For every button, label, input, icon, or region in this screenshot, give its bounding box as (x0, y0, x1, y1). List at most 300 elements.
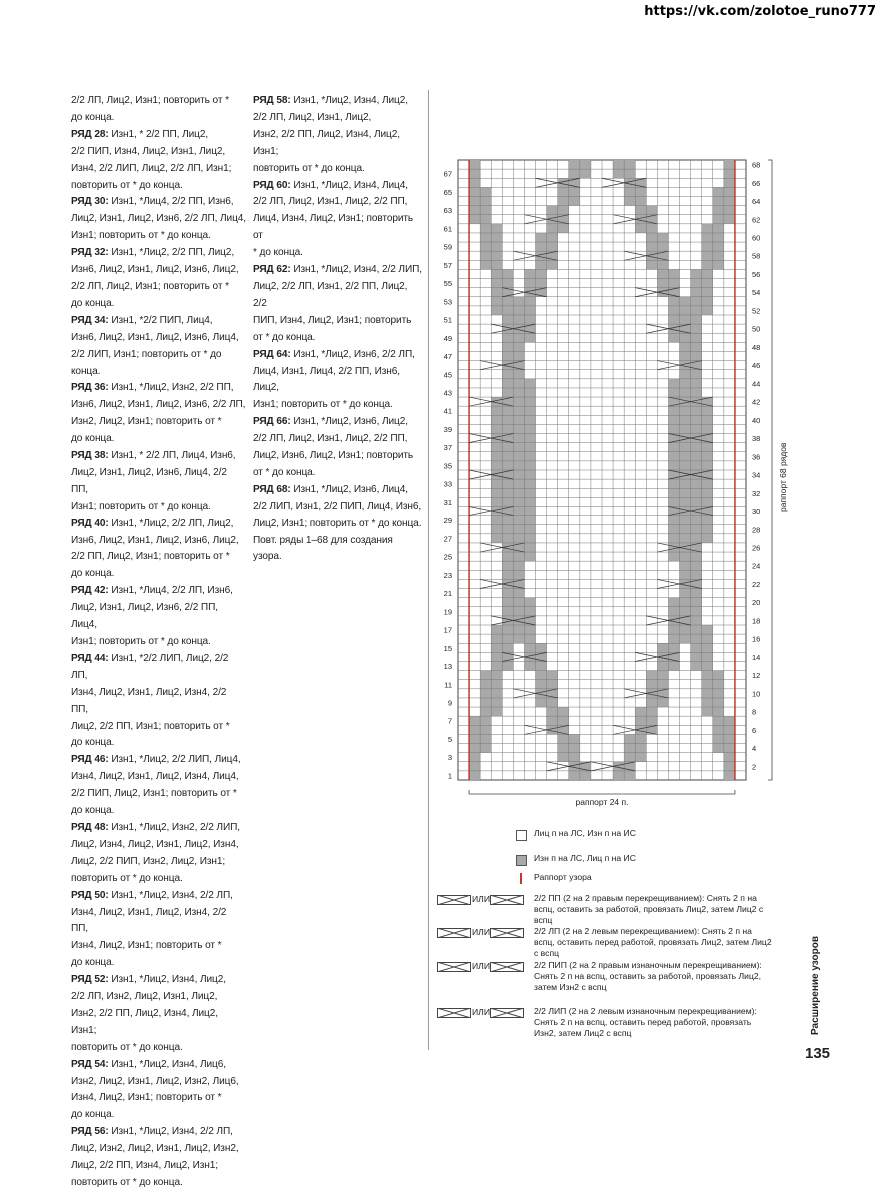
purl-cell (480, 689, 491, 698)
row-label: РЯД 32: (71, 247, 109, 259)
purl-cell (524, 452, 535, 461)
instruction-line (253, 262, 423, 279)
purl-cell (502, 488, 513, 497)
row-number-left: 27 (443, 534, 452, 544)
purl-cell (668, 279, 679, 288)
purl-cell (513, 388, 524, 397)
purl-cell (513, 434, 524, 443)
purl-cell (536, 643, 547, 652)
purl-cell (524, 625, 535, 634)
row-label: РЯД 40: (71, 517, 109, 529)
purl-cell (702, 260, 713, 269)
row-number-right: 54 (752, 288, 761, 298)
purl-cell (680, 607, 691, 616)
purl-cell (491, 233, 502, 242)
repeat-bracket (469, 790, 735, 794)
or-label: ИЛИ (472, 1007, 490, 1017)
purl-cell (513, 333, 524, 342)
purl-cell (536, 233, 547, 242)
purl-cell (480, 716, 491, 725)
purl-cell (513, 634, 524, 643)
row-number-left: 11 (444, 680, 452, 690)
purl-cell (480, 187, 491, 196)
purl-cell (502, 552, 513, 561)
purl-cell (691, 652, 702, 661)
instruction-line (71, 735, 246, 752)
purl-cell (691, 415, 702, 424)
instruction-text: Изн1, *2/2 ЛИП, Лиц2, 2/2 ЛП, (71, 652, 229, 681)
instruction-text: до конца. (71, 568, 115, 580)
purl-cell (547, 260, 558, 269)
purl-cell (691, 388, 702, 397)
row-number-left: 3 (447, 753, 452, 763)
purl-cell (513, 351, 524, 360)
instruction-line (253, 194, 423, 211)
cable-key-icon (490, 1008, 524, 1018)
instruction-text: Изн4, Лиц2, Изн1, Лиц2, Изн4, Лиц4, (71, 771, 239, 783)
instruction-text: Лиц4, Изн4, Лиц2, Изн1; повторить от (253, 213, 414, 242)
purl-cell (724, 178, 735, 187)
purl-cell (668, 625, 679, 634)
purl-cell (691, 269, 702, 278)
knit-key-icon (516, 830, 527, 841)
purl-cell (668, 634, 679, 643)
purl-cell (558, 753, 569, 762)
purl-cell (524, 634, 535, 643)
row-label: РЯД 48: (71, 821, 109, 833)
purl-cell (713, 215, 724, 224)
instruction-line (71, 786, 246, 803)
purl-cell (469, 169, 480, 178)
instruction-line (71, 871, 246, 888)
purl-cell (547, 671, 558, 680)
row-label: РЯД 54: (71, 1058, 109, 1070)
purl-cell (691, 351, 702, 360)
instruction-line (253, 178, 423, 195)
row-number-right: 24 (752, 561, 761, 571)
instruction-line (71, 296, 246, 313)
purl-cell (513, 461, 524, 470)
instruction-text: Изн1, * 2/2 ЛП, Лиц4, Изн6, (108, 450, 236, 462)
row-number-left: 35 (443, 461, 452, 471)
purl-cell (558, 744, 569, 753)
purl-cell (513, 306, 524, 315)
purl-cell (680, 625, 691, 634)
purl-cell (668, 424, 679, 433)
row-number-right: 26 (752, 543, 761, 553)
purl-cell (469, 716, 480, 725)
purl-cell (680, 306, 691, 315)
purl-cell (502, 589, 513, 598)
purl-cell (624, 753, 635, 762)
purl-cell (513, 561, 524, 570)
purl-cell (491, 269, 502, 278)
purl-cell (702, 680, 713, 689)
purl-cell (635, 707, 646, 716)
purl-cell (668, 315, 679, 324)
purl-cell (691, 589, 702, 598)
row-number-right: 38 (752, 434, 761, 444)
instruction-line (253, 93, 423, 110)
purl-cell (691, 324, 702, 333)
purl-cell (635, 734, 646, 743)
instruction-text: Изн1; повторить от * до конца. (71, 230, 211, 242)
purl-cell (668, 452, 679, 461)
cable-key-icon (490, 962, 524, 972)
purl-cell (513, 424, 524, 433)
purl-cell (702, 269, 713, 278)
purl-cell (547, 716, 558, 725)
instruction-line (71, 110, 246, 127)
purl-cell (702, 443, 713, 452)
purl-cell (524, 434, 535, 443)
purl-cell (646, 680, 657, 689)
purl-cell (524, 443, 535, 452)
instruction-line (71, 93, 246, 110)
purl-cell (513, 552, 524, 561)
purl-cell (469, 753, 480, 762)
instruction-text: до конца. (71, 297, 115, 309)
purl-cell (713, 734, 724, 743)
purl-cell (702, 406, 713, 415)
row-label: РЯД 46: (71, 754, 109, 766)
instruction-line (71, 1141, 246, 1158)
purl-cell (513, 625, 524, 634)
purl-cell (536, 242, 547, 251)
purl-cell (502, 388, 513, 397)
row-number-right: 8 (752, 707, 757, 717)
instruction-text: Изн1, *Лиц4, 2/2 ЛП, Изн6, (108, 585, 233, 597)
row-number-right: 14 (752, 652, 761, 662)
instruction-text: Лиц2, Изн4, Лиц2, Изн1, Лиц2, Изн4, (71, 838, 239, 850)
cable-key-icon (437, 962, 471, 972)
purl-cell (680, 342, 691, 351)
purl-cell (547, 707, 558, 716)
row-number-left: 65 (443, 187, 452, 197)
purl-cell (491, 634, 502, 643)
purl-cell (502, 406, 513, 415)
purl-cell (558, 206, 569, 215)
purl-cell (502, 379, 513, 388)
purl-cell (513, 379, 524, 388)
purl-cell (502, 297, 513, 306)
source-url[interactable]: https://vk.com/zolotoe_runo777 (644, 4, 876, 19)
purl-cell (680, 415, 691, 424)
instruction-text: Изн1, * 2/2 ПП, Лиц2, (108, 128, 209, 140)
purl-cell (491, 242, 502, 251)
instruction-text: Изн1, *Лиц4, 2/2 ПП, Изн6, (108, 196, 234, 208)
purl-cell (635, 224, 646, 233)
purl-cell (469, 178, 480, 187)
purl-cell (724, 215, 735, 224)
purl-cell (469, 762, 480, 771)
purl-cell (502, 452, 513, 461)
instruction-line (71, 533, 246, 550)
row-number-right: 68 (752, 160, 761, 170)
purl-cell (524, 397, 535, 406)
purl-cell (524, 269, 535, 278)
legend-text: 2/2 ЛИП (2 на 2 левым изнаночным перекрещиванием): Снять 2 п на вспц, оставить перед работой, провязать Изн2, затем Лиц2 с вспц (534, 1006, 757, 1038)
row-number-left: 39 (443, 424, 452, 434)
instruction-line (71, 938, 246, 955)
knitting-chart (432, 150, 792, 810)
purl-cell (680, 370, 691, 379)
instruction-text: 2/2 ЛП, Лиц2, Изн1; повторить от * (71, 280, 229, 292)
row-label: РЯД 38: (71, 450, 109, 462)
divider (428, 90, 429, 1050)
purl-cell (580, 160, 591, 169)
row-number-right: 34 (752, 470, 761, 480)
purl-cell (724, 716, 735, 725)
instruction-text: Лиц4, Изн1, Лиц4, 2/2 ПП, Изн6, Лиц2, (253, 365, 400, 394)
purl-cell (680, 552, 691, 561)
purl-cell (502, 561, 513, 570)
cable-key-icon (437, 1008, 471, 1018)
purl-cell (668, 488, 679, 497)
purl-cell (668, 661, 679, 670)
instruction-line (71, 499, 246, 516)
instructions-column-1 (71, 93, 246, 1192)
row-label: РЯД 28: (71, 128, 109, 140)
row-number-right: 32 (752, 488, 761, 498)
purl-cell (668, 461, 679, 470)
purl-cell (569, 771, 580, 780)
purl-cell (502, 461, 513, 470)
legend-text: Изн п на ЛС, Лиц п на ИС (534, 853, 636, 863)
instruction-line (253, 465, 423, 482)
row-number-left: 41 (443, 406, 452, 416)
purl-cell (536, 671, 547, 680)
row-label: РЯД 58: (253, 95, 291, 106)
row-number-right: 56 (752, 269, 761, 279)
purl-cell (569, 196, 580, 205)
instruction-line (71, 549, 246, 566)
cable-key-icon (437, 895, 471, 905)
purl-cell (702, 534, 713, 543)
instruction-text: Изн4, Лиц2, Изн1; повторить от * (71, 1092, 222, 1104)
purl-cell (558, 716, 569, 725)
purl-cell (480, 680, 491, 689)
purl-cell (513, 516, 524, 525)
instruction-line (71, 888, 246, 905)
purl-cell (702, 233, 713, 242)
purl-cell (480, 206, 491, 215)
purl-cell (502, 643, 513, 652)
purl-cell (502, 415, 513, 424)
row-label: РЯД 56: (71, 1126, 109, 1138)
instruction-text: 2/2 ЛП, Изн2, Лиц2, Изн1, Лиц2, (71, 991, 218, 1003)
row-number-left: 55 (443, 279, 452, 289)
purl-cell (491, 415, 502, 424)
purl-cell (524, 525, 535, 534)
purl-cell (569, 187, 580, 196)
purl-cell (635, 187, 646, 196)
purl-cell (480, 224, 491, 233)
instruction-text: * до конца. (253, 247, 303, 259)
purl-cell (502, 351, 513, 360)
instruction-line (253, 414, 423, 431)
instruction-line (71, 178, 246, 195)
purl-cell (480, 233, 491, 242)
instruction-text: Изн1, *2/2 ПИП, Лиц4, (108, 314, 213, 326)
purl-cell (536, 260, 547, 269)
purl-cell (702, 461, 713, 470)
instruction-line (71, 972, 246, 989)
row-number-left: 23 (443, 570, 452, 580)
purl-cell (646, 671, 657, 680)
repeat-key-icon (520, 873, 522, 884)
purl-cell (724, 169, 735, 178)
purl-cell (680, 561, 691, 570)
purl-cell (691, 516, 702, 525)
purl-cell (691, 406, 702, 415)
purl-cell (702, 479, 713, 488)
purl-cell (691, 625, 702, 634)
purl-cell (513, 598, 524, 607)
purl-cell (469, 196, 480, 205)
instruction-text: Изн1, *Лиц2, Изн6, 2/2 ЛП, (290, 348, 415, 360)
instruction-line (71, 245, 246, 262)
row-number-left: 19 (443, 607, 452, 617)
purl-cell (635, 206, 646, 215)
purl-cell (713, 206, 724, 215)
row-label: РЯД 30: (71, 196, 109, 208)
row-number-right: 42 (752, 397, 761, 407)
purl-cell (680, 516, 691, 525)
row-number-right: 48 (752, 342, 761, 352)
instruction-line (253, 499, 423, 516)
purl-cell (513, 297, 524, 306)
purl-cell (668, 534, 679, 543)
purl-cell (657, 279, 668, 288)
purl-cell (502, 342, 513, 351)
row-number-right: 28 (752, 525, 761, 535)
purl-cell (680, 388, 691, 397)
instruction-text: 2/2 ЛП, Лиц2, Изн1, Лиц2, (253, 111, 372, 123)
row-number-left: 9 (447, 698, 452, 708)
row-number-left: 5 (447, 734, 452, 744)
purl-cell (502, 333, 513, 342)
row-label: РЯД 68: (253, 483, 291, 495)
purl-cell (491, 625, 502, 634)
purl-cell (624, 160, 635, 169)
purl-cell (724, 196, 735, 205)
instruction-text: Изн4, Лиц2, Изн1, Лиц2, Изн4, 2/2 ПП, (71, 906, 227, 935)
or-label: ИЛИ (472, 894, 490, 904)
horizontal-repeat-label: раппорт 24 п. (575, 797, 629, 807)
row-number-left: 51 (443, 315, 452, 325)
instruction-line (71, 431, 246, 448)
purl-cell (702, 516, 713, 525)
purl-cell (502, 534, 513, 543)
purl-cell (491, 661, 502, 670)
purl-cell (646, 242, 657, 251)
instruction-line (71, 1107, 246, 1124)
purl-cell (680, 297, 691, 306)
instruction-line (253, 431, 423, 448)
purl-cell (480, 260, 491, 269)
row-number-right: 44 (752, 379, 761, 389)
purl-cell (469, 206, 480, 215)
purl-cell (668, 297, 679, 306)
row-number-left: 21 (443, 589, 452, 599)
purl-cell (691, 497, 702, 506)
purl-cell (668, 379, 679, 388)
instruction-text: Изн1; повторить от * до конца. (71, 500, 211, 512)
row-number-right: 6 (752, 725, 757, 735)
purl-cell (513, 370, 524, 379)
row-number-right: 22 (752, 579, 761, 589)
purl-cell (668, 269, 679, 278)
instruction-line (253, 127, 423, 161)
instruction-line (71, 803, 246, 820)
purl-cell (702, 297, 713, 306)
row-number-right: 52 (752, 306, 761, 316)
instruction-text: 2/2 ЛП, Лиц2, Изн1, Лиц2, 2/2 ПП, (253, 433, 408, 445)
purl-cell (657, 242, 668, 251)
purl-cell (491, 525, 502, 534)
purl-cell (657, 233, 668, 242)
instruction-text: до конца. (71, 737, 115, 749)
purl-cell (724, 725, 735, 734)
instruction-line (253, 330, 423, 347)
row-number-left: 61 (443, 224, 452, 234)
row-number-right: 64 (752, 197, 761, 207)
purl-cell (524, 379, 535, 388)
instruction-text: 2/2 ЛП, Лиц2, Изн1; повторить от * (71, 95, 229, 106)
row-label: РЯД 44: (71, 652, 109, 664)
purl-cell (691, 342, 702, 351)
purl-cell (502, 306, 513, 315)
row-number-right: 62 (752, 215, 761, 225)
purl-cell (702, 288, 713, 297)
purl-cell (724, 734, 735, 743)
purl-cell (524, 488, 535, 497)
purl-cell (680, 452, 691, 461)
purl-cell (668, 497, 679, 506)
row-number-right: 66 (752, 178, 761, 188)
instruction-line (71, 397, 246, 414)
purl-cell (547, 233, 558, 242)
purl-cell (502, 269, 513, 278)
instruction-line (253, 516, 423, 533)
purl-cell (713, 680, 724, 689)
purl-cell (713, 251, 724, 260)
purl-cell (613, 160, 624, 169)
purl-cell (646, 260, 657, 269)
purl-cell (691, 306, 702, 315)
purl-cell (491, 488, 502, 497)
row-number-right: 36 (752, 452, 761, 462)
purl-cell (657, 643, 668, 652)
purl-cell (724, 160, 735, 169)
row-number-left: 15 (443, 643, 452, 653)
instruction-text: Изн1, *Лиц2, Изн4, Лиц2, (290, 95, 408, 106)
purl-cell (646, 716, 657, 725)
purl-cell (635, 753, 646, 762)
purl-cell (702, 671, 713, 680)
purl-cell (702, 488, 713, 497)
purl-cell (724, 744, 735, 753)
row-number-left: 57 (443, 260, 452, 270)
purl-cell (547, 680, 558, 689)
purl-cell (713, 187, 724, 196)
instruction-text: Изн6, Лиц2, Изн1, Лиц2, Изн6, Лиц4, (71, 331, 239, 343)
instruction-text: Изн2, Лиц2, Изн1, Лиц2, Изн2, Лиц6, (71, 1075, 239, 1087)
instruction-line (253, 364, 423, 398)
row-number-right: 58 (752, 251, 761, 261)
purl-cell (513, 470, 524, 479)
